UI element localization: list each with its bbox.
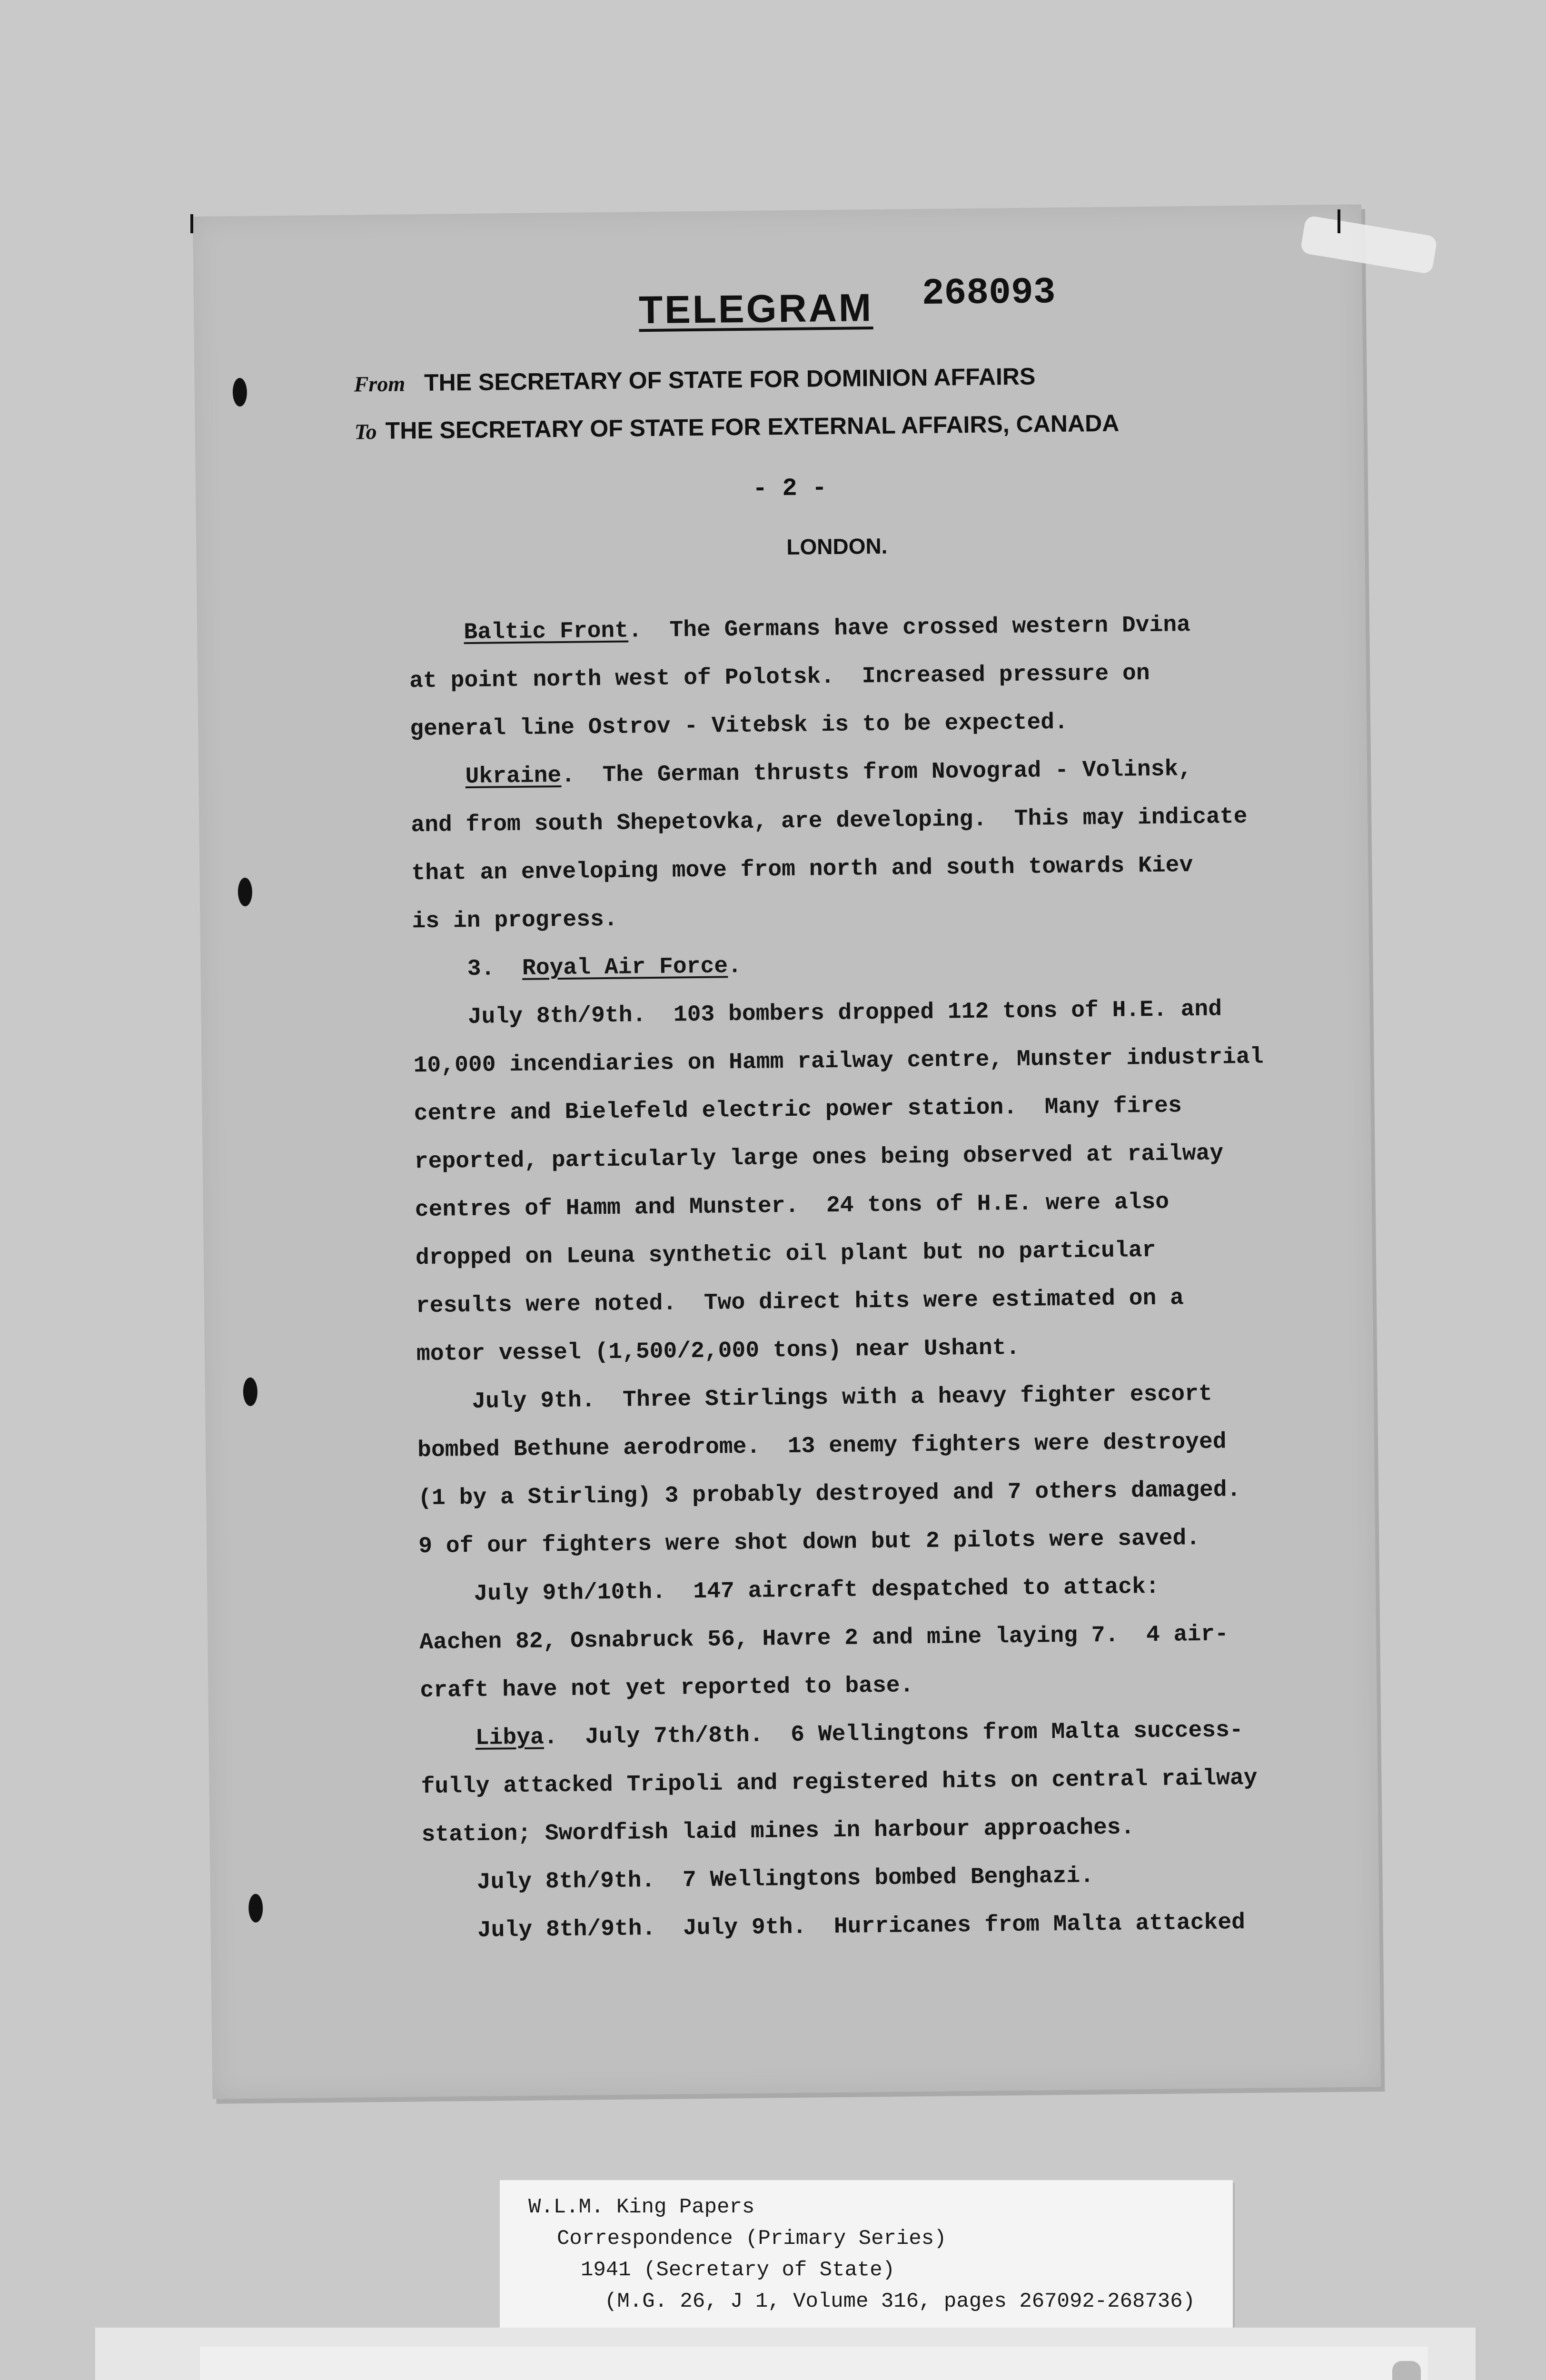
body-text-run: centre and Bielefeld electric power station. Many fires [414,1093,1182,1127]
document-number: 268093 [922,272,1056,315]
body-text-run: general line Ostrov - Vitebsk is to be expected. [410,709,1069,743]
crop-mark [190,214,193,233]
from-value: THE SECRETARY OF STATE FOR DOMINION AFFAIRS [424,363,1036,396]
body-indent [409,620,464,646]
citation-line: 1941 (Secretary of State) [581,2258,895,2282]
body-indent [422,1918,477,1944]
to-line [354,409,1119,445]
body-text-run: results were noted. Two direct hits were estimated on a [416,1285,1184,1319]
crop-mark [1338,209,1340,233]
citation-line: (M.G. 26, J 1, Volume 316, pages 267092-268736) [605,2290,1196,2313]
body-indent [420,1726,476,1752]
body-indent [410,764,466,790]
body-text-run: (1 by a Stirling) 3 probably destroyed and 7 others damaged. [417,1477,1241,1512]
body-text-run: 3. [467,955,523,982]
body-text-run: . The German thrusts from Novograd - Volinsk, [561,756,1192,789]
body-text-run: at point north west of Polotsk. Increased pressure on [409,660,1150,694]
to-label: To [354,419,377,444]
body-text-run: July 9th/10th. 147 aircraft despatched to attack: [474,1574,1160,1607]
body-line [413,1032,1356,1091]
section-heading: Ukraine [465,763,562,790]
body-text-run: July 8th/9th. 7 Wellingtons bombed Benghazi. [476,1863,1094,1895]
telegram-body [409,600,1366,1956]
body-text-run: centres of Hamm and Munster. 24 tons of H.E. were also [415,1189,1169,1223]
body-line [421,1753,1364,1811]
body-line [418,1465,1361,1523]
page-number: - 2 - [752,474,827,503]
body-line [414,1128,1357,1186]
body-indent [419,1581,474,1607]
telegram-page [193,204,1381,2099]
body-indent [417,1389,472,1415]
body-text-run: July 8th/9th. 103 bombers dropped 112 tons of H.E. and [467,996,1222,1031]
section-heading: Libya [475,1725,545,1751]
body-text-run: July 9th. Three Stirlings with a heavy fighter escort [472,1381,1212,1415]
body-indent [412,956,467,982]
punch-hole [233,378,248,407]
location: LONDON. [786,533,888,559]
citation-line: W.L.M. King Papers [528,2195,755,2219]
archives-card-inner [200,2347,1428,2380]
citation-line: Correspondence (Primary Series) [557,2227,947,2251]
body-line [419,1609,1362,1667]
body-text-run: craft have not yet reported to base. [420,1673,914,1704]
body-text-run: reported, particularly large ones being observed at railway [414,1140,1224,1175]
telegram-title: TELEGRAM [638,286,873,332]
body-indent [422,1870,477,1896]
body-line [422,1897,1365,1955]
body-text-run: and from south Shepetovka, are developing. This may indicate [411,803,1248,839]
to-value: THE SECRETARY OF STATE FOR EXTERNAL AFFAIRS, CANADA [385,409,1120,444]
punch-hole [248,1894,263,1923]
punch-hole [238,878,253,906]
body-indent [413,1004,468,1031]
body-text-run: bombed Bethune aerodrome. 13 enemy fighters were destroyed [417,1429,1227,1464]
body-text-run: that an enveloping move from north and south towards Kiev [411,853,1193,887]
body-text-run: station; Swordfish laid mines in harbour approaches. [421,1815,1135,1848]
body-text-run: motor vessel (1,500/2,000 tons) near Ushant. [416,1335,1020,1368]
body-line [411,792,1354,850]
body-text-run: 9 of our fighters were shot down but 2 pilots were saved. [418,1525,1200,1560]
body-text-run: July 8th/9th. July 9th. Hurricanes from Malta attacked [477,1910,1246,1944]
section-heading: Baltic Front [464,618,629,646]
body-text-run: Aachen 82, Osnabruck 56, Havre 2 and mine laying 7. 4 air- [419,1621,1229,1656]
citation-label [500,2180,1233,2337]
body-text-run: fully attacked Tripoli and registered hits on central railway [421,1765,1258,1800]
body-text-run: . July 7th/8th. 6 Wellingtons from Malta success- [544,1717,1244,1751]
from-line [354,362,1035,397]
section-heading: Royal Air Force [522,953,728,982]
punch-hole [243,1378,258,1406]
body-text-run: . The Germans have crossed western Dvina [628,612,1191,644]
body-text-run: 10,000 incendiaries on Hamm railway centre, Munster industrial [413,1044,1264,1079]
clip-bar [1392,2361,1421,2380]
body-text-run: dropped on Leuna synthetic oil plant but no particular [415,1237,1156,1271]
archives-card [95,2328,1476,2380]
body-text-run: is in progress. [412,906,618,935]
from-label: From [354,371,406,397]
body-text-run: . [727,953,742,980]
